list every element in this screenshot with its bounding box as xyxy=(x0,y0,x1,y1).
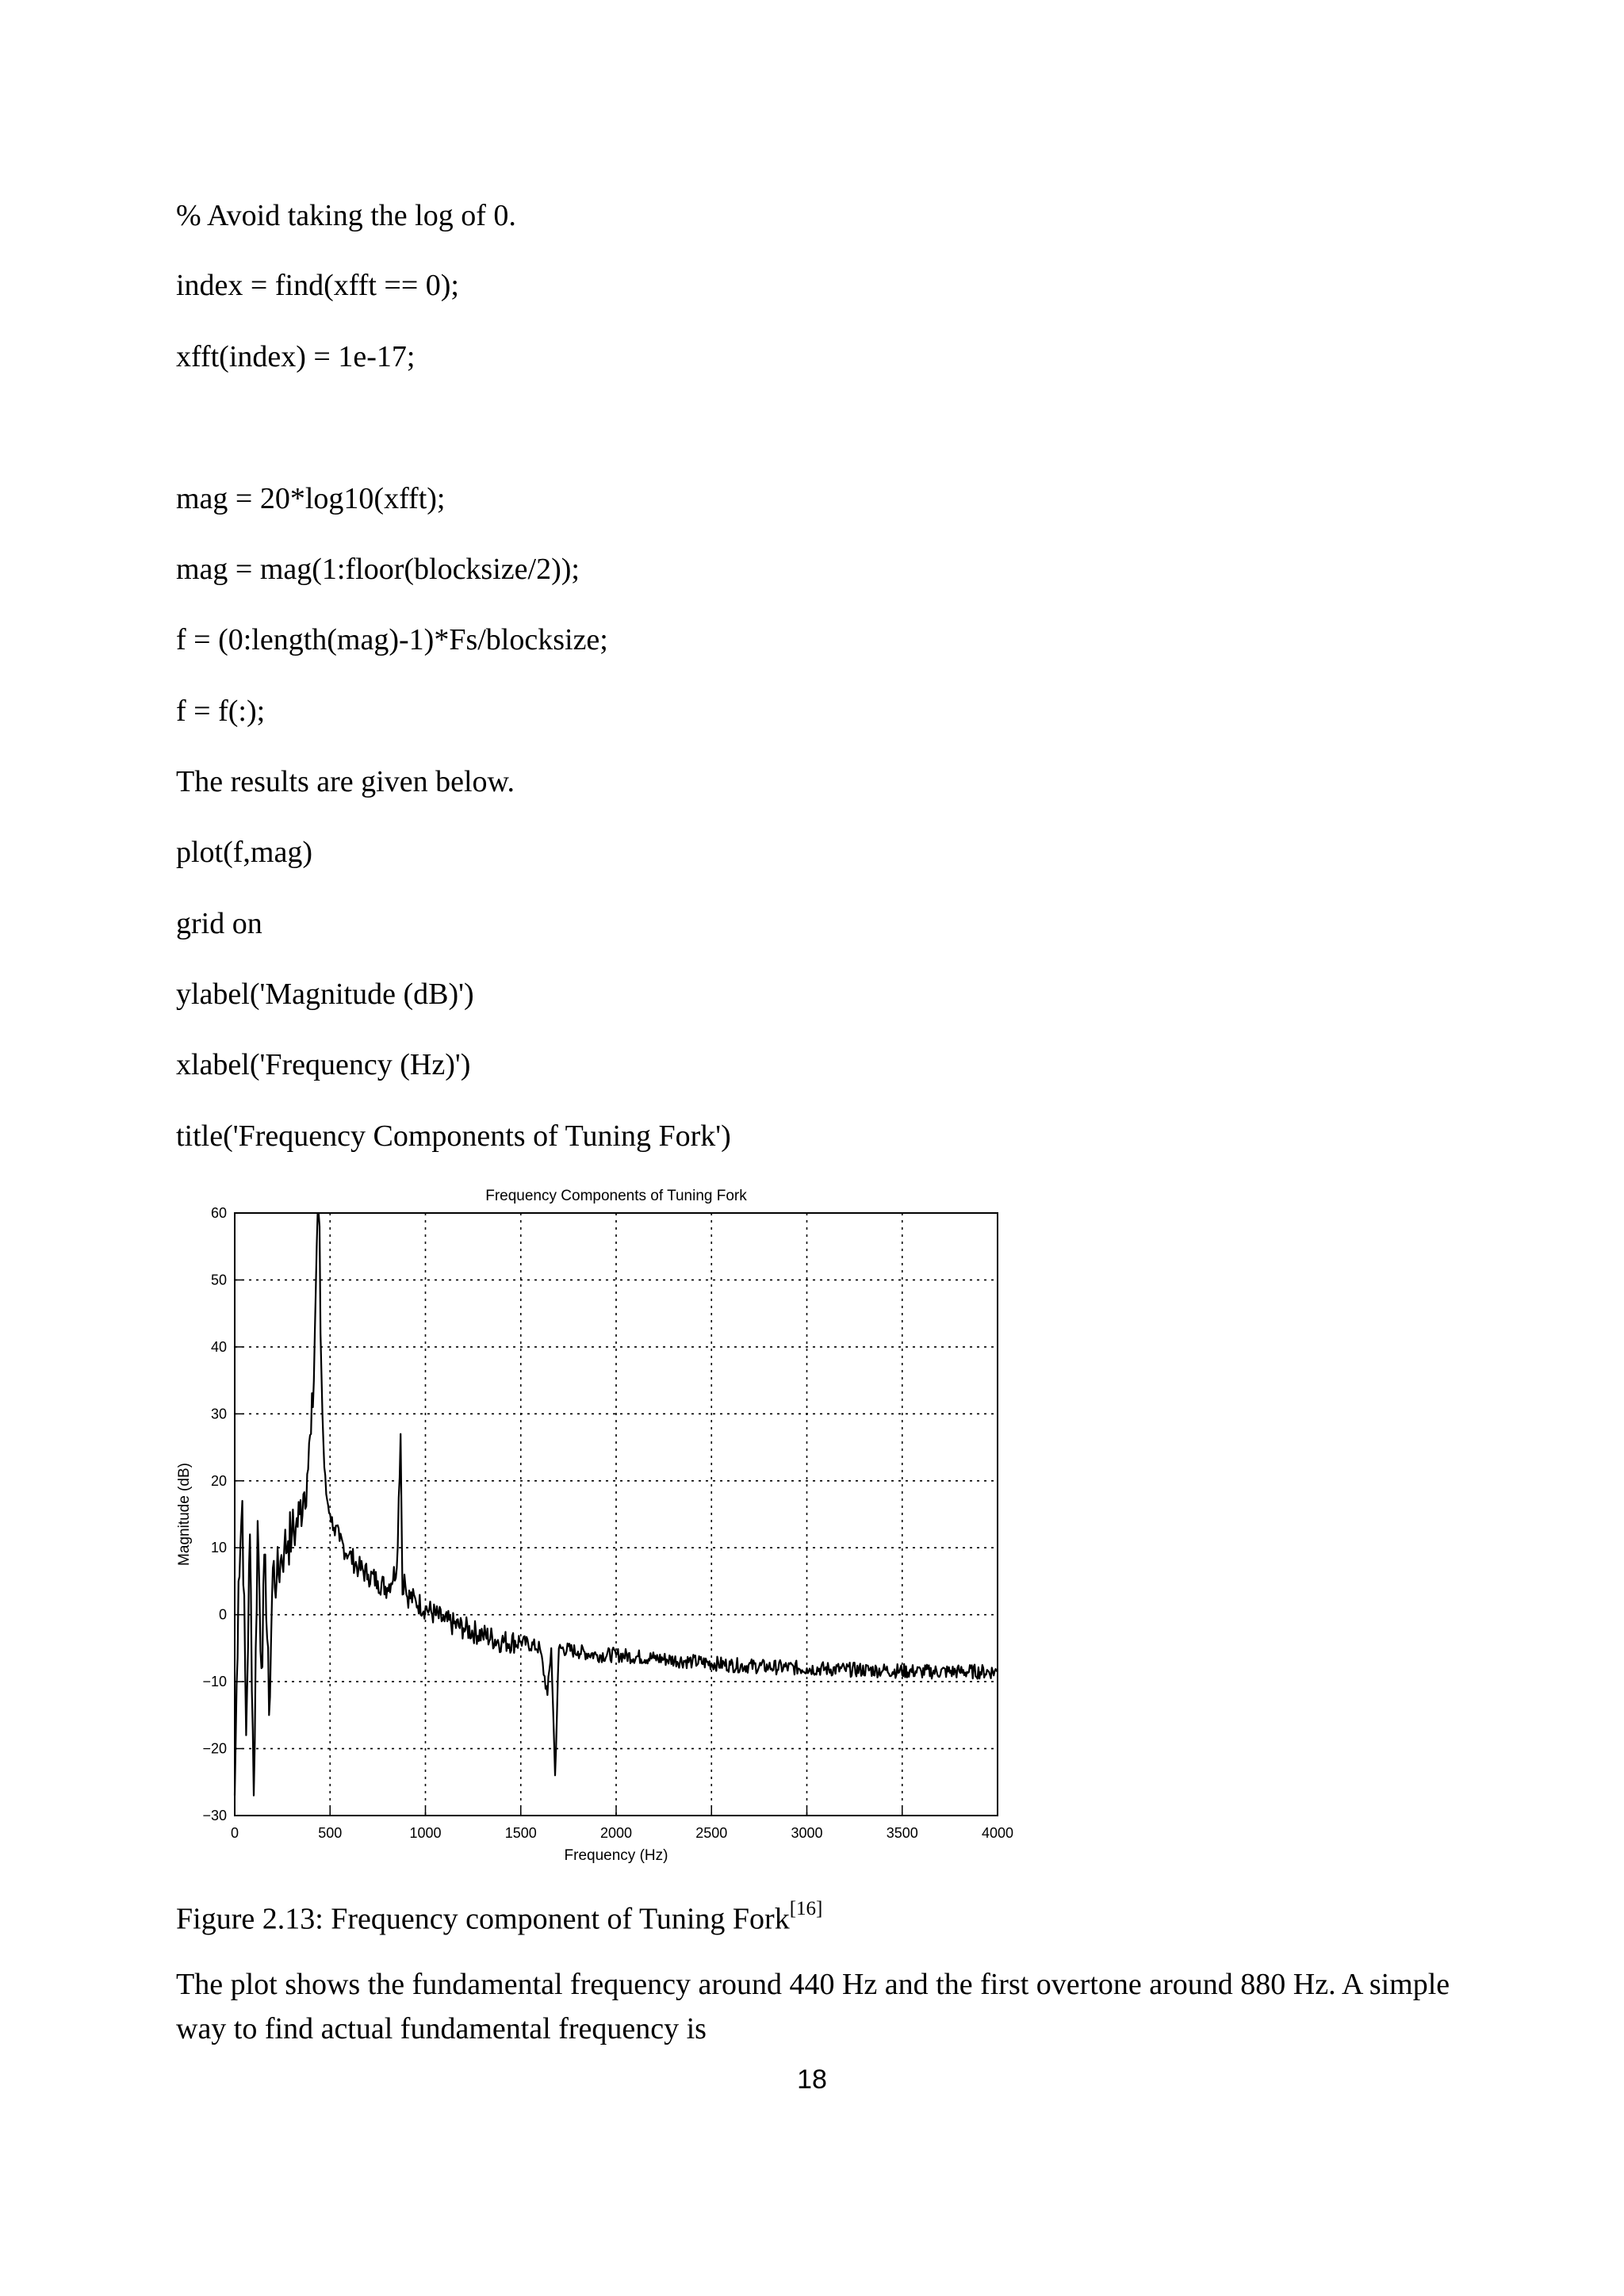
caption-text: Figure 2.13: Frequency component of Tuning Fork xyxy=(176,1902,790,1936)
y-tick-label: −20 xyxy=(202,1740,227,1757)
x-tick-label: 1000 xyxy=(409,1825,442,1841)
caption-reference: [16] xyxy=(789,1898,823,1919)
y-tick-label: 10 xyxy=(210,1540,227,1556)
x-tick-label: 0 xyxy=(230,1825,239,1841)
x-tick-label: 2500 xyxy=(695,1825,728,1841)
body-sentence: The results are given below. xyxy=(176,765,515,798)
code-line: xfft(index) = 1e-17; xyxy=(176,340,416,373)
y-tick-label: 60 xyxy=(210,1205,227,1221)
x-tick-label: 4000 xyxy=(981,1825,1014,1841)
y-axis-label: Magnitude (dB) xyxy=(176,1463,193,1566)
y-tick-label: 50 xyxy=(210,1272,227,1288)
frequency-chart xyxy=(171,1173,1044,1871)
code-line: f = (0:length(mag)-1)*Fs/blocksize; xyxy=(176,623,608,656)
code-line: mag = 20*log10(xfft); xyxy=(176,482,446,515)
page-number: 18 xyxy=(797,2064,827,2095)
x-axis-label: Frequency (Hz) xyxy=(564,1847,668,1864)
x-tick-label: 1500 xyxy=(504,1825,537,1841)
y-tick-label: −10 xyxy=(202,1674,227,1690)
x-tick-label: 2000 xyxy=(599,1825,633,1841)
code-line: title('Frequency Components of Tuning Fork') xyxy=(176,1119,731,1153)
y-tick-label: 0 xyxy=(218,1606,227,1623)
code-line: index = find(xfft == 0); xyxy=(176,269,459,302)
code-line: mag = mag(1:floor(blocksize/2)); xyxy=(176,553,580,586)
code-line: xlabel('Frequency (Hz)') xyxy=(176,1048,471,1081)
x-tick-label: 3000 xyxy=(791,1825,823,1841)
code-line: f = f(:); xyxy=(176,695,266,728)
ticks xyxy=(202,1205,1013,1841)
chart-title: Frequency Components of Tuning Fork xyxy=(485,1188,747,1204)
grid xyxy=(235,1213,998,1816)
y-tick-label: 30 xyxy=(210,1406,227,1422)
body-paragraph: The plot shows the fundamental frequency around 440 Hz and the first overtone around 880 Hz. A simple way to find actual fundamental frequency is xyxy=(176,1968,1450,2045)
code-line: ylabel('Magnitude (dB)') xyxy=(176,978,474,1011)
x-tick-label: 500 xyxy=(318,1825,343,1841)
code-line: grid on xyxy=(176,907,262,940)
x-tick-label: 3500 xyxy=(886,1825,918,1841)
y-tick-label: 40 xyxy=(210,1338,227,1355)
y-tick-label: −30 xyxy=(202,1808,227,1823)
code-line: plot(f,mag) xyxy=(176,836,313,869)
code-line: % Avoid taking the log of 0. xyxy=(176,199,516,232)
y-tick-label: 20 xyxy=(210,1472,227,1489)
figure-caption xyxy=(176,1895,822,1937)
